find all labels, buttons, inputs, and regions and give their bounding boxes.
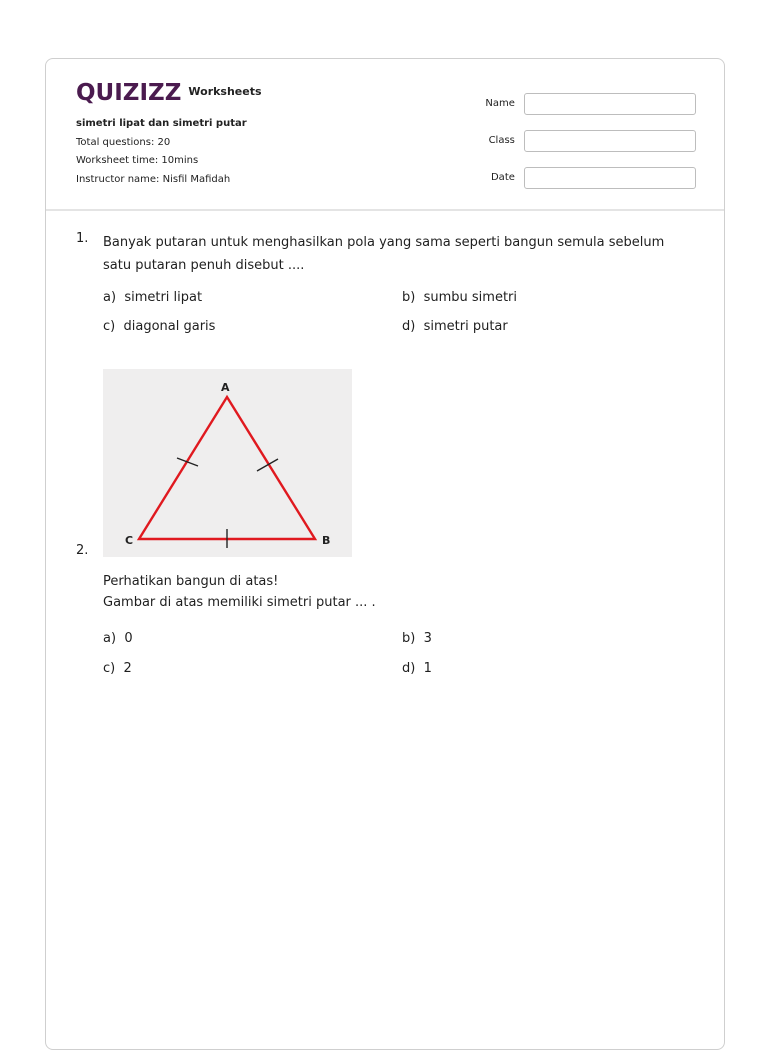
brand [76,79,262,107]
option-label: b) [402,631,416,646]
worksheet-title: simetri lipat dan simetri putar [76,118,247,129]
option-b [402,290,517,305]
option-label: a) [103,290,117,305]
option-label: b) [402,290,416,305]
name-row [466,85,696,122]
quizizz-logo: QUIZIZZ [76,80,182,106]
option-label: d) [402,661,416,676]
total-questions: Total questions: 20 [76,136,171,148]
class-row [466,122,696,159]
student-fields [466,85,696,196]
question-number: 1. [76,231,89,246]
option-c [103,319,215,334]
vertex-label-c: C [125,534,134,547]
question-text-block [103,571,683,613]
date-row [466,159,696,196]
worksheet-page [45,58,725,1050]
worksheet-header [46,59,724,211]
vertex-label-a: A [221,381,230,394]
question-text-line-2: Gambar di atas memiliki simetri putar ... . [103,595,376,610]
option-text: simetri lipat [124,290,203,305]
name-field[interactable] [524,93,696,115]
equilateral-triangle-diagram [103,369,352,557]
date-field[interactable] [524,167,696,189]
option-label: d) [402,319,416,334]
option-text: 1 [423,661,432,676]
option-b [402,631,432,646]
option-text: 3 [423,631,432,646]
option-text: sumbu simetri [423,290,517,305]
option-text: simetri putar [423,319,508,334]
question-text: Banyak putaran untuk menghasilkan pola yang sama seperti bangun semula sebelum satu putaran penuh disebut .... [103,235,665,273]
name-label: Name [485,98,515,109]
option-label: c) [103,319,116,334]
option-label: a) [103,631,117,646]
option-d [402,661,432,676]
triangle-shape [139,397,315,539]
option-a [103,290,202,305]
option-text: diagonal garis [123,319,216,334]
worksheet-meta [76,115,247,189]
option-text: 0 [124,631,133,646]
vertex-label-b: B [322,534,331,547]
class-field[interactable] [524,130,696,152]
option-a [103,631,133,646]
brand-subtitle: Worksheets [188,84,262,98]
option-label: c) [103,661,116,676]
instructor-name: Instructor name: Nisfil Mafidah [76,173,231,185]
triangle-figure [103,369,352,557]
question-text-line-1: Perhatikan bangun di atas! [103,574,279,589]
option-d [402,319,508,334]
class-label: Class [488,135,515,146]
date-label: Date [490,172,515,183]
worksheet-time: Worksheet time: 10mins [76,155,199,166]
question-number: 2. [76,543,89,558]
option-c [103,661,132,676]
option-text: 2 [123,661,132,676]
